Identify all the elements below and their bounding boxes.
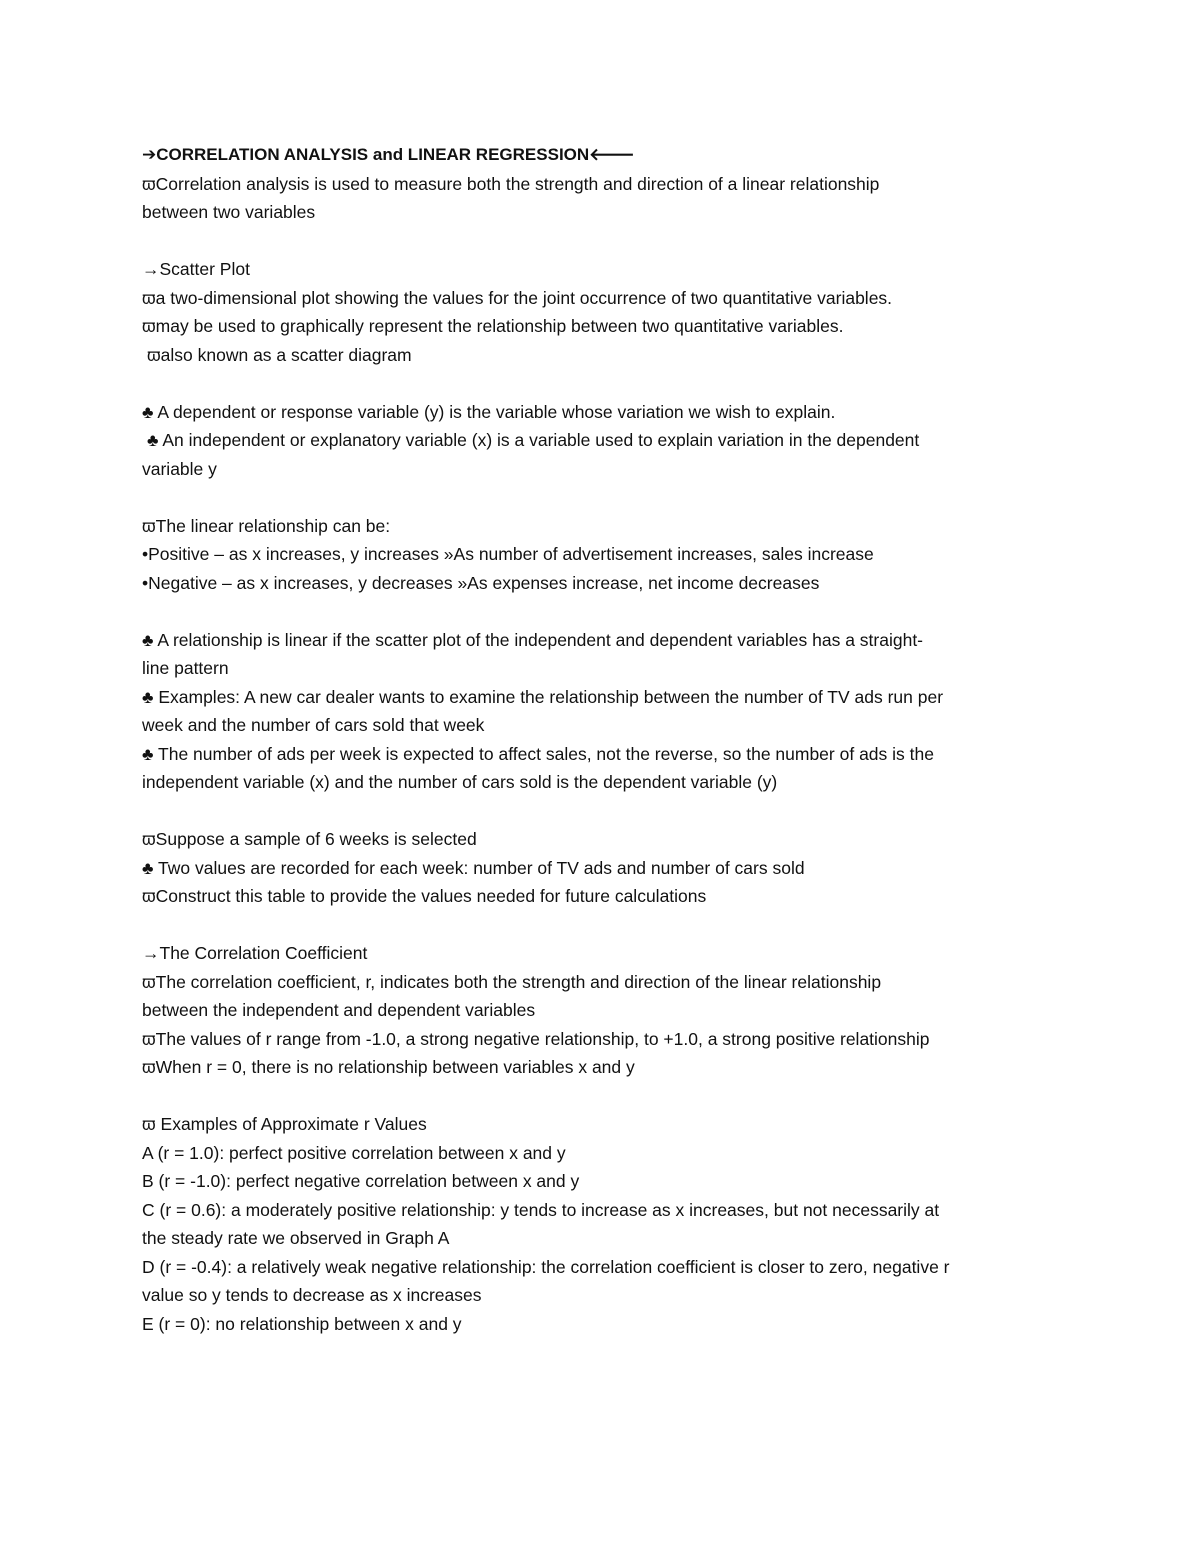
spacer bbox=[142, 369, 1072, 398]
approx-line-d1: D (r = -0.4): a relatively weak negative relationship: the correlation coefficient is closer to zero, negative r bbox=[142, 1256, 950, 1277]
approx-line-c2: the steady rate we observed in Graph A bbox=[142, 1228, 450, 1248]
title-text: CORRELATION ANALYSIS and LINEAR REGRESSION bbox=[156, 145, 590, 164]
approx-line-e: E (r = 0): no relationship between x and y bbox=[142, 1313, 462, 1334]
spacer bbox=[142, 911, 1072, 940]
spacer bbox=[142, 797, 1072, 826]
linear-line-3: •Negative – as x increases, y decreases »As expenses increase, net income decreases bbox=[142, 572, 820, 593]
approx-line-b: B (r = -1.0): perfect negative correlation between x and y bbox=[142, 1171, 580, 1191]
arrow-right-icon: ➔ bbox=[142, 145, 157, 164]
coefficient-line-4: ϖWhen r = 0, there is no relationship between variables x and y bbox=[142, 1057, 635, 1077]
examples-line-1: ♣ A relationship is linear if the scatter plot of the independent and dependent variables has a straight- bbox=[142, 629, 924, 650]
approx-line-a: A (r = 1.0): perfect positive correlation between x and y bbox=[142, 1142, 566, 1163]
coefficient-line-2: between the independent and dependent variables bbox=[142, 1000, 536, 1020]
examples-line-2: line pattern bbox=[142, 658, 229, 678]
variables-line-3: variable y bbox=[142, 458, 217, 479]
examples-line-3: ♣ Examples: A new car dealer wants to examine the relationship between the number of TV ads run per bbox=[142, 686, 944, 707]
document-body bbox=[142, 141, 1072, 1338]
intro-line-1: ϖCorrelation analysis is used to measure both the strength and direction of a linear relationship bbox=[142, 173, 880, 194]
sample-line-3: ϖConstruct this table to provide the values needed for future calculations bbox=[142, 886, 707, 906]
examples-line-5: ♣ The number of ads per week is expected to affect sales, not the reverse, so the number of ads is the bbox=[142, 743, 934, 764]
approx-line-d2: value so y tends to decrease as x increases bbox=[142, 1285, 482, 1305]
scatter-line-3: ϖalso known as a scatter diagram bbox=[147, 344, 412, 365]
arrow-left-icon: 🡐 bbox=[589, 145, 635, 164]
coefficient-line-3: ϖThe values of r range from -1.0, a strong negative relationship, to +1.0, a strong positive relationship bbox=[142, 1028, 930, 1049]
variables-line-2: ♣ An independent or explanatory variable (x) is a variable used to explain variation in the dependent bbox=[147, 430, 920, 450]
scatter-line-2: ϖmay be used to graphically represent the relationship between two quantitative variables. bbox=[142, 316, 844, 336]
examples-line-4: week and the number of cars sold that week bbox=[142, 715, 485, 735]
spacer bbox=[142, 227, 1072, 256]
intro-line-2: between two variables bbox=[142, 202, 316, 222]
sample-line-2: ♣ Two values are recorded for each week: number of TV ads and number of cars sold bbox=[142, 857, 805, 878]
approx-heading: ϖ Examples of Approximate r Values bbox=[142, 1114, 427, 1134]
sample-line-1: ϖSuppose a sample of 6 weeks is selected bbox=[142, 829, 477, 849]
spacer bbox=[142, 483, 1072, 512]
variables-line-1: ♣ A dependent or response variable (y) is the variable whose variation we wish to explain. bbox=[142, 401, 836, 422]
scatter-plot-heading: →Scatter Plot bbox=[142, 259, 250, 279]
linear-line-2: •Positive – as x increases, y increases »As number of advertisement increases, sales increase bbox=[142, 544, 874, 564]
linear-line-1: ϖThe linear relationship can be: bbox=[142, 515, 391, 536]
coefficient-line-1: ϖThe correlation coefficient, r, indicates both the strength and direction of the linear relationship bbox=[142, 971, 882, 992]
scatter-line-1: ϖa two-dimensional plot showing the values for the joint occurrence of two quantitative variables. bbox=[142, 287, 893, 308]
document-title bbox=[142, 141, 1072, 170]
spacer bbox=[142, 1082, 1072, 1111]
spacer bbox=[142, 597, 1072, 626]
correlation-coefficient-heading: →The Correlation Coefficient bbox=[142, 943, 368, 963]
approx-line-c1: C (r = 0.6): a moderately positive relationship: y tends to increase as x increases, but not necessarily at bbox=[142, 1199, 940, 1220]
examples-line-6: independent variable (x) and the number of cars sold is the dependent variable (y) bbox=[142, 772, 778, 792]
